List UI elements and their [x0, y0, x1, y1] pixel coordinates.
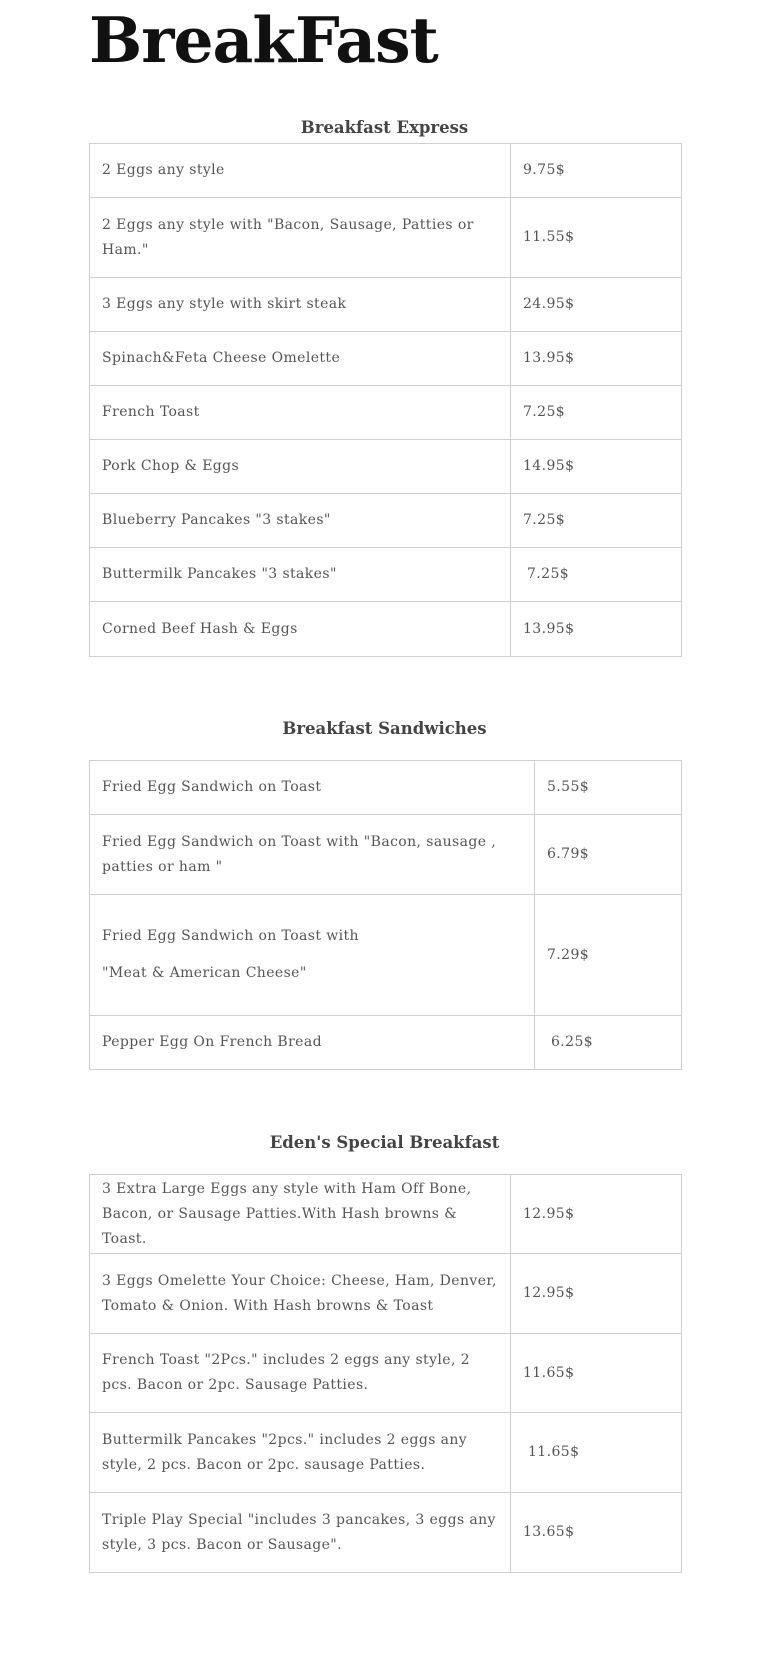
- item-price: 12.95$: [511, 1175, 682, 1254]
- table-row: [90, 1016, 682, 1070]
- item-price: 6.25$: [535, 1016, 682, 1070]
- item-name: Pork Chop & Eggs: [90, 440, 511, 494]
- table-row: [90, 761, 682, 815]
- item-name-line2: "Meat & American Cheese": [102, 965, 307, 981]
- item-price: 7.25$: [511, 548, 682, 602]
- item-price: 13.95$: [511, 602, 682, 657]
- item-name: Buttermilk Pancakes "2pcs." includes 2 eggs any style, 2 pcs. Bacon or 2pc. sausage Patties.: [90, 1413, 511, 1493]
- table-row: [90, 1493, 682, 1573]
- item-name: 3 Eggs Omelette Your Choice: Cheese, Ham, Denver, Tomato & Onion. With Hash browns & Toast: [90, 1254, 511, 1334]
- item-price: 7.25$: [511, 386, 682, 440]
- table-row: [90, 1254, 682, 1334]
- item-name: Spinach&Feta Cheese Omelette: [90, 332, 511, 386]
- item-price: 5.55$: [535, 761, 682, 815]
- item-price: 7.25$: [511, 494, 682, 548]
- item-price: 7.29$: [535, 895, 682, 1016]
- item-name: 3 Eggs any style with skirt steak: [90, 278, 511, 332]
- item-name: 2 Eggs any style: [90, 144, 511, 198]
- item-name: [90, 895, 535, 1016]
- table-row: [90, 198, 682, 278]
- table-row: [90, 548, 682, 602]
- item-price: 14.95$: [511, 440, 682, 494]
- section-heading-breakfast-sandwiches: Breakfast Sandwiches: [282, 719, 487, 738]
- item-name: 3 Extra Large Eggs any style with Ham Off Bone, Bacon, or Sausage Patties.With Hash browns & Toast.: [90, 1175, 511, 1254]
- menu-table-breakfast-sandwiches: [89, 760, 682, 1070]
- table-row: [90, 278, 682, 332]
- item-name-line1: Fried Egg Sandwich on Toast with: [102, 928, 359, 944]
- item-price: 9.75$: [511, 144, 682, 198]
- item-name: 2 Eggs any style with "Bacon, Sausage, Patties or Ham.": [90, 198, 511, 278]
- item-name: Triple Play Special "includes 3 pancakes, 3 eggs any style, 3 pcs. Bacon or Sausage".: [90, 1493, 511, 1573]
- table-row: [90, 1175, 682, 1254]
- item-price: 13.95$: [511, 332, 682, 386]
- item-name: Fried Egg Sandwich on Toast: [90, 761, 535, 815]
- table-row: [90, 332, 682, 386]
- item-name: Corned Beef Hash & Eggs: [90, 602, 511, 657]
- table-row: [90, 815, 682, 895]
- item-name: French Toast "2Pcs." includes 2 eggs any style, 2 pcs. Bacon or 2pc. Sausage Patties.: [90, 1334, 511, 1413]
- table-row: [90, 494, 682, 548]
- item-name: Fried Egg Sandwich on Toast with "Bacon, sausage , patties or ham ": [90, 815, 535, 895]
- table-row: [90, 602, 682, 657]
- item-price: 11.65$: [511, 1413, 682, 1493]
- menu-table-breakfast-express: [89, 143, 682, 657]
- item-name: Buttermilk Pancakes "3 stakes": [90, 548, 511, 602]
- item-price: 13.65$: [511, 1493, 682, 1573]
- table-row: [90, 440, 682, 494]
- table-row: [90, 1334, 682, 1413]
- item-name: Blueberry Pancakes "3 stakes": [90, 494, 511, 548]
- menu-table-edens-special-breakfast: [89, 1174, 682, 1573]
- table-row: [90, 895, 682, 1016]
- table-row: [90, 386, 682, 440]
- item-price: 11.65$: [511, 1334, 682, 1413]
- page-title: BreakFast: [89, 3, 438, 77]
- item-price: 11.55$: [511, 198, 682, 278]
- section-heading-breakfast-express: Breakfast Express: [300, 118, 469, 137]
- item-name: French Toast: [90, 386, 511, 440]
- section-heading-edens-special-breakfast: Eden's Special Breakfast: [269, 1133, 500, 1152]
- table-row: [90, 1413, 682, 1493]
- table-row: [90, 144, 682, 198]
- item-price: 6.79$: [535, 815, 682, 895]
- item-price: 12.95$: [511, 1254, 682, 1334]
- item-price: 24.95$: [511, 278, 682, 332]
- item-name: Pepper Egg On French Bread: [90, 1016, 535, 1070]
